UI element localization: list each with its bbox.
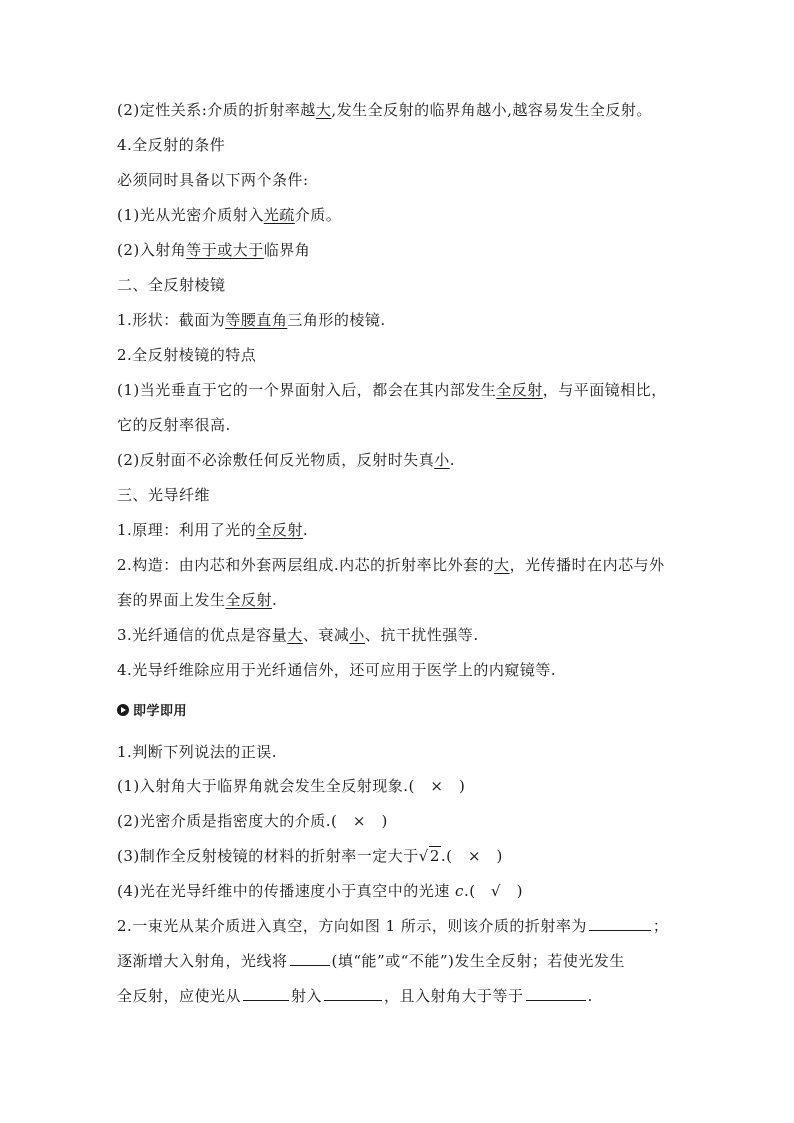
answer-blank[interactable] [589,916,651,931]
answer-fill: 小 [349,626,365,644]
answer-fill: 小 [434,451,450,469]
question: 全反射，应使光从 射入 ，且入射角大于等于 . [117,987,593,1005]
answer-blank[interactable] [243,986,289,1001]
text-line: (2)入射角等于或大于临界角 [117,241,311,259]
question: 1.判断下列说法的正误. [117,743,278,761]
text-line: (2)反射面不必涂敷任何反光物质，反射时失真小. [117,451,456,469]
text-line: 它的反射率很高. [117,416,231,434]
answer-fill: 全反射 [225,591,273,609]
answer-fill: 大 [287,626,303,644]
text-line: 1.形状：截面为等腰直角三角形的棱镜. [117,311,386,329]
answer-fill: 光疏 [263,206,295,224]
sqrt-symbol: √2 [418,847,440,865]
text-line: 2.构造：由内芯和外套两层组成.内芯的折射率比外套的大，光传播时在内芯与外 [117,556,665,574]
section-header: 即学即用 [117,702,187,722]
answer-blank[interactable] [290,951,330,966]
answer-blank[interactable] [526,986,586,1001]
answer-fill: 全反射 [256,521,303,539]
text-line: (1)当光垂直于它的一个界面射入后，都会在其内部发生全反射，与平面镜相比， [117,381,667,399]
answer-blank[interactable] [324,986,382,1001]
text-line: 必须同时具备以下两个条件: [117,171,309,189]
answer-fill: 全反射 [496,381,543,399]
question: 2.一束光从某介质进入真空，方向如图 1 所示，则该介质的折射率为 ； [117,917,669,935]
question-item: (2)光密介质是指密度大的介质.( × ) [117,812,388,830]
text-line: 套的界面上发生全反射. [117,591,278,609]
answer-fill: 等于或大于 [186,241,264,259]
heading: 2.全反射棱镜的特点 [117,346,257,364]
text: (2)定性关系:介质的折射率越 [117,101,316,119]
heading: 三、光导纤维 [117,486,211,504]
text-line: 3.光纤通信的优点是容量大、衰减小、抗干扰性强等. [117,626,479,644]
text-line: 4.光导纤维除应用于光纤通信外，还可应用于医学上的内窥镜等. [117,661,557,679]
text-line: (1)光从光密介质射入光疏介质。 [117,206,342,224]
heading: 4.全反射的条件 [117,136,226,154]
text-line [117,100,652,120]
play-circle-icon [117,704,129,716]
question-item: (4)光在光导纤维中的传播速度小于真空中的光速 c.( √ ) [117,882,523,900]
answer-fill: 大 [494,556,510,574]
answer-fill: 大 [315,101,332,119]
question-item: (3)制作全反射棱镜的材料的折射率一定大于√2.( × ) [117,847,503,865]
question-item: (1)入射角大于临界角就会发生全反射现象.( × ) [117,777,466,795]
question: 逐渐增大入射角，光线将 (填“能”或“不能”)发生全反射；若使光发生 [117,952,625,970]
heading: 二、全反射棱镜 [117,276,226,294]
text-line: 1.原理：利用了光的全反射. [117,521,309,539]
text: ,发生全反射的临界角越小,越容易发生全反射。 [331,101,652,119]
answer-fill: 等腰直角 [225,311,288,329]
